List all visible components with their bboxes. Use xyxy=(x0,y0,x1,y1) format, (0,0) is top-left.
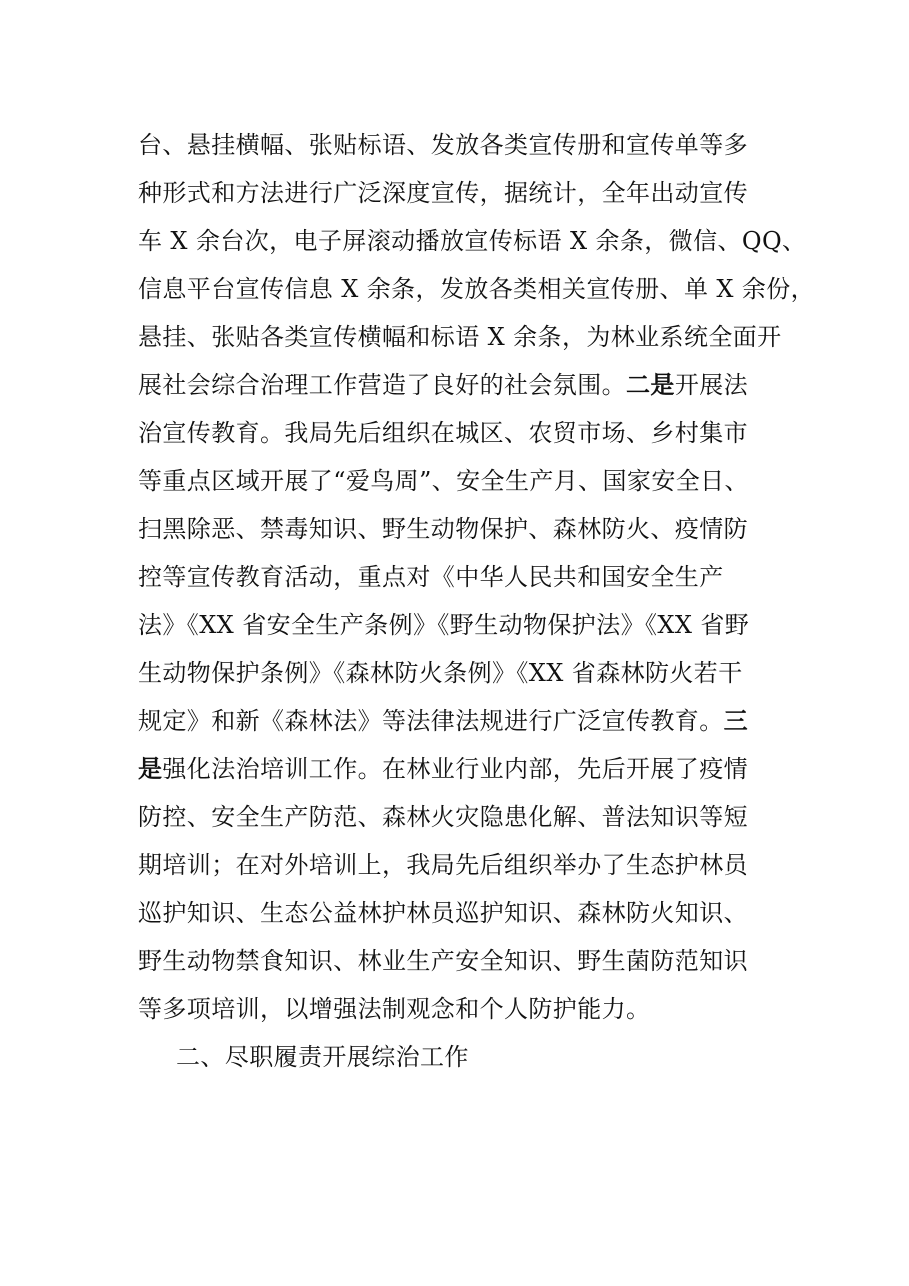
text-run: 规定》和新《森林法》等法律法规进行广泛宣传教育。 xyxy=(138,707,724,735)
text-run: 控等宣传教育活动，重点对《中华人民共和国安全生产 xyxy=(138,563,724,591)
text-run: 法》《XX 省安全生产条例》《野生动物保护法》《XX 省野 xyxy=(138,611,750,639)
paragraph-line xyxy=(138,562,724,592)
section-heading xyxy=(176,1042,469,1072)
paragraph-line xyxy=(138,754,748,784)
paragraph-line xyxy=(138,226,806,256)
paragraph-line xyxy=(138,706,748,736)
bold-marker: 三 xyxy=(723,706,749,735)
paragraph-line xyxy=(138,802,748,832)
text-run: 台、悬挂横幅、张贴标语、发放各类宣传册和宣传单等多 xyxy=(138,131,748,159)
bold-marker: 是 xyxy=(138,754,163,783)
text-run: 野生动物禁食知识、林业生产安全知识、野生菌防范知识 xyxy=(138,947,748,975)
text-run: 等多项培训，以增强法制观念和个人防护能力。 xyxy=(138,995,651,1023)
text-run: 种形式和方法进行广泛深度宣传，据统计，全年出动宣传 xyxy=(138,179,748,207)
paragraph-line xyxy=(138,658,743,688)
paragraph-line xyxy=(138,178,748,208)
text-run: 悬挂、张贴各类宣传横幅和标语 X 余条，为林业系统全面开 xyxy=(138,323,782,351)
paragraph-line xyxy=(138,610,749,640)
bold-marker: 二是 xyxy=(626,370,675,399)
paragraph-line xyxy=(138,418,748,448)
paragraph-line xyxy=(138,466,749,496)
text-run: 扫黑除恶、禁毒知识、野生动物保护、森林防火、疫情防 xyxy=(138,515,748,543)
text-run: 等重点区域开展了“爱鸟周”、安全生产月、国家安全日、 xyxy=(138,467,749,495)
paragraph-line xyxy=(138,946,748,976)
section-heading-text: 二、尽职履责开展综治工作 xyxy=(176,1043,469,1071)
text-run: 防控、安全生产防范、森林火灾隐患化解、普法知识等短 xyxy=(138,803,748,831)
text-run: 治宣传教育。我局先后组织在城区、农贸市场、乡村集市 xyxy=(138,419,748,447)
paragraph-line xyxy=(138,994,650,1024)
paragraph-line xyxy=(138,322,782,352)
text-run: 车 X 余台次，电子屏滚动播放宣传标语 X 余条，微信、QQ、 xyxy=(138,227,807,255)
text-run: 生动物保护条例》《森林防火条例》《XX 省森林防火若干 xyxy=(138,659,743,687)
paragraph-line xyxy=(138,274,815,304)
text-run: 开展法 xyxy=(674,371,749,399)
paragraph-line xyxy=(138,898,748,928)
paragraph-line xyxy=(138,370,748,400)
paragraph-line xyxy=(138,130,748,160)
paragraph-line xyxy=(138,514,748,544)
text-run: 展社会综合治理工作营造了良好的社会氛围。 xyxy=(138,371,626,399)
text-run: 期培训；在对外培训上，我局先后组织举办了生态护林员 xyxy=(138,851,748,879)
text-run: 强化法治培训工作。在林业行业内部，先后开展了疫情 xyxy=(162,755,749,783)
paragraph-line xyxy=(138,850,748,880)
text-run: 巡护知识、生态公益林护林员巡护知识、森林防火知识、 xyxy=(138,899,748,927)
text-run: 信息平台宣传信息 X 余条，发放各类相关宣传册、单 X 余份， xyxy=(138,275,816,303)
